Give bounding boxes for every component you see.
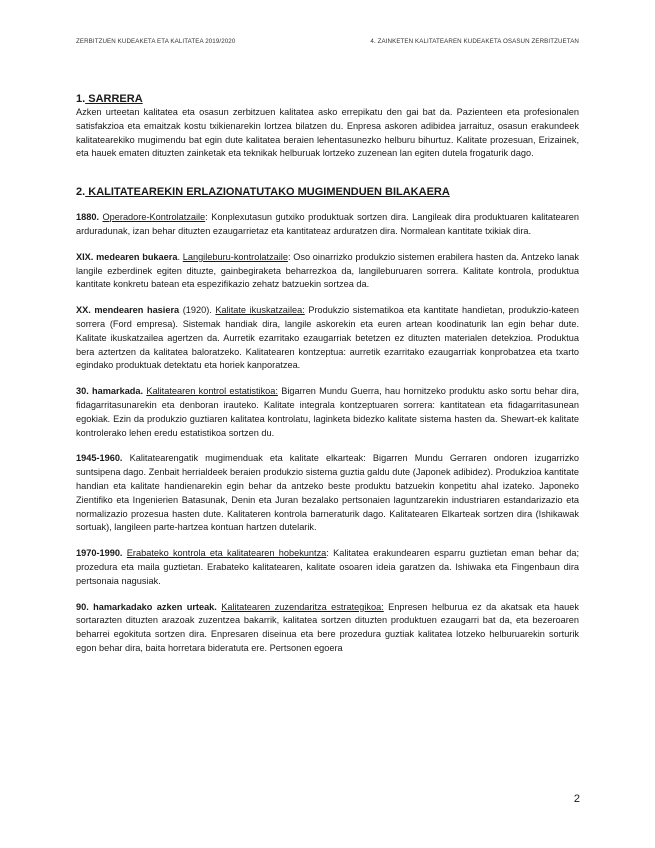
entry-1970 xyxy=(76,547,579,588)
entry-text: Produkzio sistematikoa eta kantitate handietan, produkzio-kateen sorrera (Ford empresa). Sistemak handiak dira, langile askorekin eta euren artean koodinaturik lan egin behar dute. Kalitate ikuskatzailea agertzen da. Aurretik ezarritako ezaugarriak betetzen ez dituzten materialen detekzioa. Produktua bera aztertzen da kalitatea baloratzeko. Kalitatearen kontzeptua: aurretik ezarritako ezaugarriak konprobatzea eta txarto egindako produktuak detektatu eta horiek kanporatzea. xyxy=(76,305,579,371)
entry-xx xyxy=(76,304,579,373)
entry-term: Kalitatearen zuzendaritza estrategikoa: xyxy=(221,601,384,612)
entry-year: 1945-1960. xyxy=(76,453,123,464)
section-1-title: SARRERA xyxy=(85,93,143,105)
entry-year: 30. hamarkada. xyxy=(76,386,144,397)
page-number: 2 xyxy=(573,793,580,805)
page-content xyxy=(76,92,579,668)
section-2-title: KALITATEAREKIN ERLAZIONATUTAKO MUGIMENDUEN BILAKAERA xyxy=(85,186,450,199)
entry-term: Operadore-Kontrolatzaile xyxy=(102,212,206,223)
entry-text: Bigarren Mundu Guerra, hau hornitzeko produktu asko sortu behar dira, fidagarritasunarekin eta denboran irauteko. Kalitate integrala kontzeptuaren sorrera: kantitatean eta fidagarritasunean egokiak. Ezin da produkzio guztiaren kalitatea kontrolatu, laginketa bidezko kalitate sistema hasten da. Shewart-ek kalitate kontrolerako lehen eredu estatistikoa sortzen du. xyxy=(76,386,579,438)
entry-year: 90. hamarkadako azken urteak. xyxy=(76,601,217,612)
section-2-number: 2. xyxy=(76,186,86,199)
entry-text: Konplexutasun gutxiko produktuak sortzen dira. Langileak dira produktuaren kalitatearen arduradunak, izan behar dituzten ezaugarrietaz eta kantitateaz arduratzen dira. Normalean kantitate txikiak dira. xyxy=(76,212,579,236)
section-2-heading xyxy=(76,185,579,199)
entry-text: Kalitatearengatik mugimenduak eta kalitate elkarteak: Bigarren Mundu Gerraren ondoren izugarrizko suntsipena dago. Zenbait herrialdeek beraien produkzio sistema guztia galdu dute (Japonek adibidez). Produkzioa kantitate handian eta kalitate handienarekin egin behar da antzeko beste produktu batzuekin konpetitu ahal izateko. Japoneko Zientifiko eta Ingenierien Batasunak, Denin eta Juran bezalako pertsonaien laguntzarekin industriaren estandarizazio eta normalizazio prozesua hasten dute. Kalitateren kontrola barneraturik dago. Kalitatearen Elkarteak sortzen dira (Ishikawak sortuak), langileen parte-hartzea kontuan hartzen dutelarik. xyxy=(76,453,579,533)
entry-term: Erabateko kontrola eta kalitatearen hobekuntza xyxy=(126,548,327,559)
entry-1945 xyxy=(76,452,579,535)
entry-colon: : xyxy=(287,251,291,262)
section-1-paragraph: Azken urteetan kalitatea eta osasun zerbitzuen kalitatea asko errepikatu den gai bat da. Pazienteen eta profesionalen satisfakzioa eta emaitzak kostu txikienarekin lortzea bilatzen du. Enpresa askoren adibidea jarraituz, osasun erakundeek kalitatearekiko mugimendu bat egin dute kalitatea beraien lehentasunezko helburu bihurtuz. Kalitate prozesuan, Erizainek, eta hauek ematen dituzten zainketak eta teknikak helburuak lortzeko zuzenean lan egiten dutela frogaturik dago. xyxy=(76,107,579,159)
entry-text: Kalitatea erakundearen esparru guztietan eman behar da; prozedura eta maila guztietan. Erabateko kalitatearen, kalitate osoaren ideia garatzen da. Ishiwaka eta Fingenbaun dira pertsonaia nagusiak. xyxy=(76,548,580,586)
entry-30s xyxy=(76,385,579,440)
entry-text: Oso oinarrizko produkzio sistemen erabilera hasten da. Antzeko lanak langile ezberdinek egiten dituzte, gainbegiraketa beharrezkoa da, langileburuaren sorrera. Kalitate kontrola, produktua kantitate konkretu batean eta espezifikazio zehatz batzuekin sortzea da. xyxy=(76,251,580,290)
entry-year: 1970-1990. xyxy=(76,548,123,559)
entry-sep: . xyxy=(177,251,183,262)
header-left: ZERBITZUEN KUDEAKETA ETA KALITATEA 2019/2020 xyxy=(76,38,236,45)
entry-sep: (1920). xyxy=(179,305,216,316)
entry-year: XX. mendearen hasiera xyxy=(76,305,180,316)
section-1-heading xyxy=(76,92,579,106)
entry-term: Langileburu-kontrolatzaile xyxy=(182,251,288,262)
entry-term: Kalitate ikuskatzailea: xyxy=(215,305,305,316)
entry-colon: : xyxy=(326,548,329,559)
entry-xix xyxy=(76,251,579,292)
section-1-number: 1. xyxy=(76,93,86,105)
entry-year: XIX. medearen bukaera xyxy=(76,251,178,262)
entry-text: Enpresen helburua ez da akatsak eta hauek sortarazten dituzten arazoak zuzentzea bakarrik, kalitatea sortzen dituzten produktuen ezaugarri bat da, eta bezeroaren beharrei egokituta sortzen dira. Enpresaren diseinua eta bere prozedura guztiak kalitatea lotzeko helburuarekin sorturik egon behar dira, baita horretara bideratuta ere. Pertsonen egoera xyxy=(76,601,579,653)
entry-90s xyxy=(76,601,579,656)
entry-term: Kalitatearen kontrol estatistikoa: xyxy=(146,386,278,397)
header-right: 4. ZAINKETEN KALITATEAREN KUDEAKETA OSASUN ZERBITZUETAN xyxy=(370,38,579,45)
running-header xyxy=(76,38,579,45)
entry-1880 xyxy=(76,211,579,239)
entry-colon: : xyxy=(205,212,208,223)
entry-year: 1880. xyxy=(76,212,99,223)
